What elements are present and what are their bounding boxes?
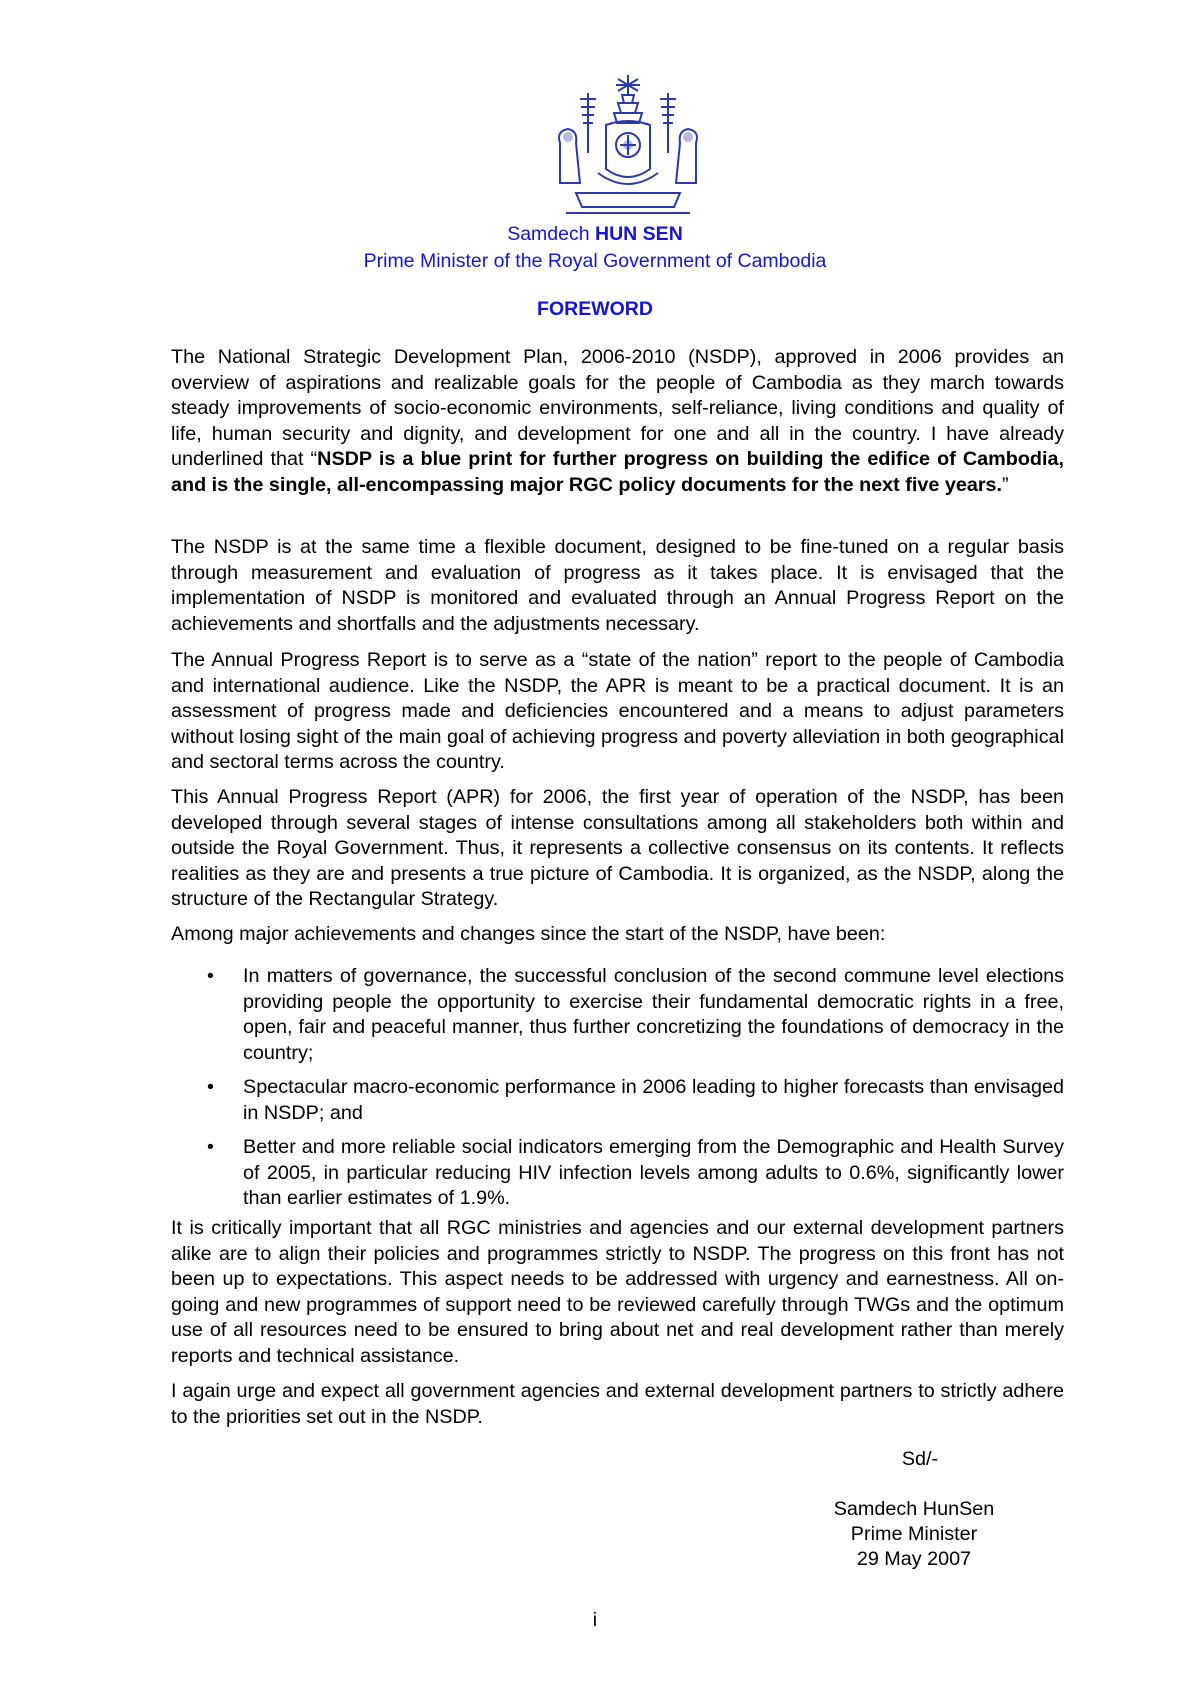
paragraph-6: It is critically important that all RGC ministries and agencies and our external development partners alike are to align their policies and programmes strictly to NSDP. The progress on this front has not been up to expectations. This aspect needs to be addressed with urgency and earnestness. All on-going and new programmes of support need to be reviewed carefully through TWGs and the optimum use of all resources need to be ensured to bring about net and real development rather than merely reports and technical assistance. [171,1217,1064,1367]
signature-name: Samdech HunSen [833,1498,995,1520]
paragraph-1-text-b: ” [1002,473,1009,496]
signature-date: 29 May 2007 [856,1548,972,1570]
author-title: Prime Minister of the Royal Government of Cambodia [363,250,827,272]
list-item-text: Better and more reliable social indicators emerging from the Demographic and Health Survey of 2005, in particular reducing HIV infection levels among adults to 0.6%, significantly lower than earlier estimates of 1.9%. [243,1136,1064,1209]
achievements-list [171,964,1064,1212]
section-title: FOREWORD [537,298,653,320]
paragraph-5: Among major achievements and changes since the start of the NSDP, have been: [171,923,886,945]
author-name-bold: HUN SEN [595,223,683,245]
bullet-icon: • [207,965,214,987]
list-item [171,1135,1064,1212]
bullet-icon: • [207,1136,214,1158]
paragraph-1-bold-quote: NSDP is a blue print for further progress on building the edifice of Cambodia, and is the single, all-encompassing major RGC policy documents for the next five years. [171,448,1064,496]
paragraph-3: The Annual Progress Report is to serve as a “state of the nation” report to the people of Cambodia and international audience. Like the NSDP, the APR is meant to be a practical document. It is an assessment of progress made and deficiencies encountered and a means to adjust parameters without losing sight of the main goal of achieving progress and poverty alleviation in both geographical and sectoral terms across the country. [171,649,1064,773]
paragraph-1 [171,345,1064,498]
page-number: i [592,1609,598,1631]
author-name-prefix: Samdech [507,223,590,245]
list-item-text: In matters of governance, the successful conclusion of the second commune level elections providing people the opportunity to exercise their fundamental democratic rights in a free, open, fair and peaceful manner, thus further concretizing the foundations of democracy in the country; [243,965,1064,1064]
list-item [171,964,1064,1066]
paragraph-1-text-a: The National Strategic Development Plan, 2006-2010 (NSDP), approved in 2006 provides an overview of aspirations and realizable goals for the people of Cambodia as they march towards steady improvements of socio-economic environments, self-reliance, living conditions and quality of life, human security and dignity, and development for one and all in the country. I have already underlined that “ [171,346,1064,470]
royal-coat-of-arms-icon [546,73,710,218]
paragraph-2: The NSDP is at the same time a flexible document, designed to be fine-tuned on a regular basis through measurement and evaluation of progress as it takes place. It is envisaged that the implementation of NSDP is monitored and evaluated through an Annual Progress Report on the achievements and shortfalls and the adjustments necessary. [171,536,1064,635]
bullet-icon: • [207,1076,214,1098]
list-item [171,1075,1064,1126]
paragraph-4: This Annual Progress Report (APR) for 2006, the first year of operation of the NSDP, has been developed through several stages of intense consultations among all stakeholders both within and outside the Royal Government. Thus, it represents a collective consensus on its contents. It reflects realities as they are and presents a true picture of Cambodia. It is organized, as the NSDP, along the structure of the Rectangular Strategy. [171,786,1064,910]
paragraph-7: I again urge and expect all government agencies and external development partners to strictly adhere to the priorities set out in the NSDP. [171,1380,1064,1428]
list-item-text: Spectacular macro-economic performance in 2006 leading to higher forecasts than envisaged in NSDP; and [243,1076,1064,1124]
signature-role: Prime Minister [850,1523,978,1545]
author-name [0,221,1190,248]
signature-mark: Sd/- [901,1448,939,1470]
